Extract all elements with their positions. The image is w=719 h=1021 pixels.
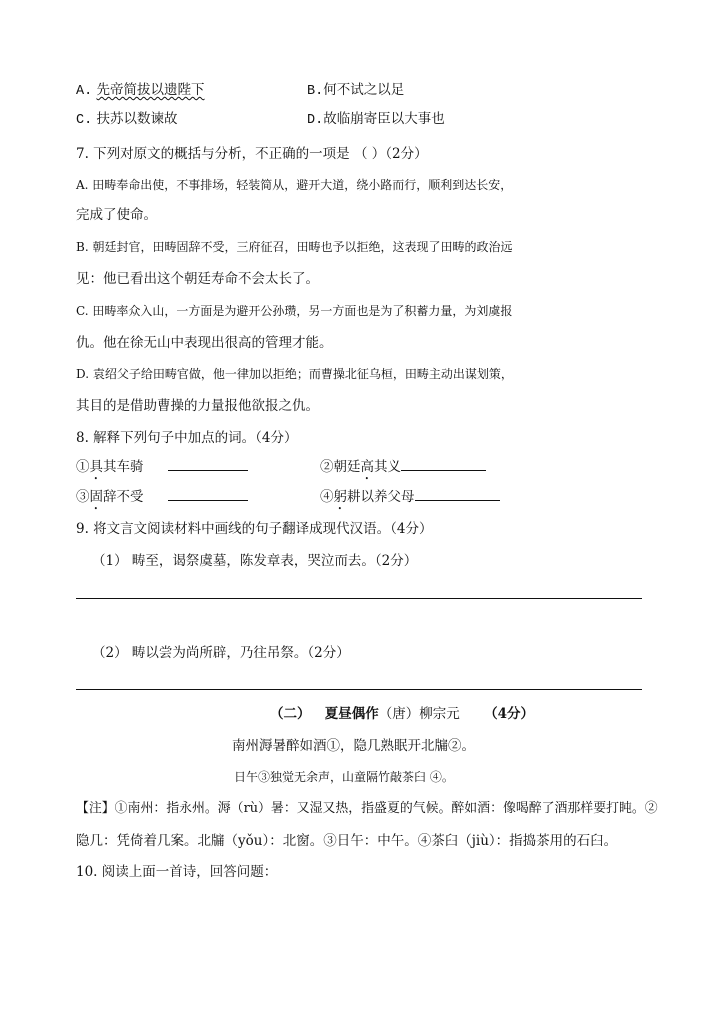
q8-item-2-dotted-word: 高 (360, 459, 374, 475)
q7-option-b-line2: 见：他已看出这个朝廷寿命不会太长了。 (76, 271, 319, 287)
q8-item-4 (320, 488, 500, 513)
q8-item-3-answer-blank[interactable] (168, 488, 248, 501)
q7-option-a-line2: 完成了使命。 (76, 207, 157, 223)
q7-option-b-line1: B. 朝廷封官，田畴固辞不受，三府征召，田畴也予以拒绝，这表现了田畴的政治远 (76, 240, 513, 254)
poem-notes-line-2: 隐几：凭倚着几案。北牖（yǒu）：北窗。③日午：中午。④茶臼（jiù）：指捣茶用的石臼。 (76, 833, 618, 849)
q9-sentence-1: （1） 畴至，谒祭虞墓，陈发章表，哭泣而去。（2分） (92, 553, 418, 569)
q6-option-c (76, 111, 178, 129)
q8-item-1-num: ① (76, 459, 90, 475)
q8-item-2-answer-blank[interactable] (401, 458, 486, 471)
poem-section-number: （二） (270, 706, 311, 722)
poem-dynasty: （唐） (378, 706, 420, 722)
q8-item-4-num: ④ (320, 489, 334, 505)
q8-item-3-num: ③ (76, 489, 90, 505)
q6-option-b-label: B. (307, 84, 324, 99)
q7-option-a-line1: A. 田畴奉命出使，不事排场，轻装简从，避开大道，绕小路而行，顺利到达长安， (76, 178, 513, 192)
q8-item-1 (76, 458, 248, 483)
q8-item-4-answer-blank[interactable] (415, 488, 500, 501)
q8-item-3 (76, 488, 248, 513)
q9-answer-line-1[interactable] (76, 598, 642, 599)
q8-item-4-post: 耕以养父母 (347, 489, 415, 505)
q8-item-2-num: ② (320, 459, 334, 475)
q8-item-1-dotted-word: 具 (89, 459, 103, 475)
q9-answer-line-2[interactable] (76, 689, 642, 690)
q6-option-a-text: 先帝简拔以遗陛下 (96, 82, 205, 98)
q6-option-c-text: 扶苏以数谏故 (96, 111, 178, 127)
q6-option-a-label: A. (76, 84, 93, 99)
q10-stem: 10. 阅读上面一首诗，回答问题： (76, 864, 278, 880)
q8-item-4-dotted-word: 躬 (333, 489, 347, 505)
poem-notes-line-1: 【注】①南州：指永州。溽（rù）暑：又湿又热，指盛夏的气候。醉如酒：像喝醉了酒那样要打盹。② (76, 801, 658, 816)
q6-option-d-label: D. (307, 113, 324, 128)
poem-author: 柳宗元 (419, 706, 460, 722)
q6-option-d-text: 故临崩寄臣以大事也 (323, 111, 445, 127)
q6-option-d (307, 111, 445, 129)
q8-item-2 (320, 458, 486, 483)
q8-item-3-post: 辞不受 (103, 489, 144, 505)
q7-option-c-line1: C. 田畴率众入山，一方面是为避开公孙瓒，另一方面也是为了积蓄力量，为刘虞报 (76, 304, 513, 318)
poem-title: 夏昼偶作 (324, 706, 379, 722)
q7-option-c-line2: 仇。他在徐无山中表现出很高的管理才能。 (76, 335, 333, 351)
q8-item-3-dotted-word: 固 (89, 489, 103, 505)
q8-item-2-post: 其义 (374, 459, 401, 475)
q7-stem: 7. 下列对原文的概括与分析，不正确的一项是 （ ）（2分） (76, 146, 428, 162)
poem-line-1: 南州溽暑醉如酒①，隐几熟眠开北牖②。 (232, 738, 475, 754)
q8-item-1-post: 其车骑 (103, 459, 144, 475)
poem-points: （4分） (484, 706, 534, 722)
q8-item-1-answer-blank[interactable] (168, 458, 248, 471)
q8-stem: 8. 解释下列句子中加点的词。（4分） (76, 430, 298, 446)
q6-option-b (307, 82, 404, 100)
q6-option-a (76, 82, 205, 100)
q7-option-d-line2: 其目的是借助曹操的力量报他欲报之仇。 (76, 398, 319, 414)
q8-item-2-pre: 朝廷 (333, 459, 361, 475)
poem-heading (270, 706, 534, 722)
q9-stem: 9. 将文言文阅读材料中画线的句子翻译成现代汉语。（4分） (76, 521, 433, 537)
q6-option-b-text: 何不试之以足 (323, 82, 405, 98)
q7-option-d-line1: D. 袁绍父子给田畴官做，他一律加以拒绝；而曹操北征乌桓，田畴主动出谋划策， (76, 367, 513, 381)
q9-sentence-2: （2） 畴以尝为尚所辟，乃往吊祭。（2分） (92, 645, 350, 661)
poem-line-2: 日午③独觉无余声，山童隔竹敲茶臼 ④。 (234, 770, 454, 784)
q6-option-c-label: C. (76, 113, 93, 128)
